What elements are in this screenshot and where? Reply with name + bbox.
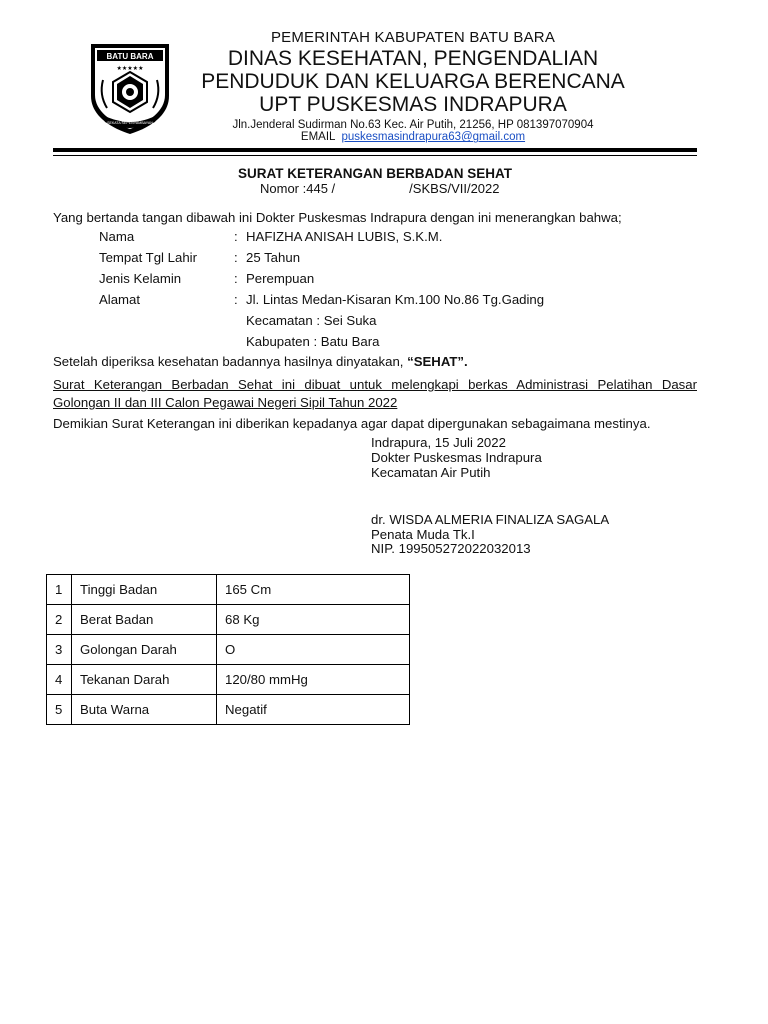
letterhead-divider-thin — [53, 155, 697, 156]
field-value-gender: Perempuan — [246, 271, 315, 286]
row-item: Tekanan Darah — [72, 665, 217, 695]
svg-text:SEKATA SEPENYAMBAYAN: SEKATA SEPENYAMBAYAN — [107, 121, 153, 125]
letterhead — [180, 30, 646, 144]
intro-paragraph: Yang bertanda tangan dibawah ini Dokter Puskesmas Indrapura dengan ini menerangkan bahwa; — [53, 210, 622, 225]
field-colon: : — [234, 229, 238, 244]
document-number — [260, 181, 500, 196]
row-item: Tinggi Badan — [72, 575, 217, 605]
signature-role: Dokter Puskesmas Indrapura — [371, 450, 542, 465]
health-measurements-table — [46, 574, 410, 725]
row-value: 165 Cm — [217, 575, 410, 605]
table-row — [47, 635, 410, 665]
email-label: EMAIL — [300, 131, 336, 144]
field-label-address: Alamat — [99, 292, 141, 307]
field-value-name: HAFIZHA ANISAH LUBIS, S.K.M. — [246, 229, 443, 244]
field-colon: : — [234, 271, 238, 286]
purpose-line-1: Surat Keterangan Berbadan Sehat ini dibuat untuk melengkapi berkas Administrasi Pelatihan Dasar — [53, 377, 697, 392]
field-colon: : — [234, 292, 238, 307]
table-row — [47, 575, 410, 605]
closing-paragraph: Demikian Surat Keterangan ini diberikan kepadanya agar dapat dipergunakan sebagaimana mestinya. — [53, 416, 651, 431]
letterhead-address: Jln.Jenderal Sudirman No.63 Kec. Air Putih, 21256, HP 081397070904 — [232, 118, 594, 131]
field-value-address: Jl. Lintas Medan-Kisaran Km.100 No.86 Tg.Gading — [246, 292, 545, 307]
table-row — [47, 695, 410, 725]
email-link[interactable]: puskesmasindrapura63@gmail.com — [341, 131, 526, 144]
row-item: Golongan Darah — [72, 635, 217, 665]
letterhead-government: PEMERINTAH KABUPATEN BATU BARA — [270, 29, 556, 46]
row-number: 3 — [47, 635, 72, 665]
field-value-birth: 25 Tahun — [246, 250, 301, 265]
field-value-regency: Kabupaten : Batu Bara — [246, 334, 380, 349]
svg-text:BATU BARA: BATU BARA — [106, 52, 154, 61]
row-value: Negatif — [217, 695, 410, 725]
field-label-name: Nama — [99, 229, 135, 244]
document-number-prefix: Nomor :445 / — [260, 181, 336, 196]
batu-bara-emblem-icon — [87, 40, 173, 136]
signature-rank: Penata Muda Tk.I — [371, 527, 475, 542]
result-statement — [53, 354, 468, 369]
table-row — [47, 665, 410, 695]
letterhead-unit: UPT PUSKESMAS INDRAPURA — [259, 92, 567, 116]
result-text: Setelah diperiksa kesehatan badannya hasilnya dinyatakan, — [53, 354, 404, 369]
row-number: 4 — [47, 665, 72, 695]
row-number: 1 — [47, 575, 72, 605]
document-number-suffix: /SKBS/VII/2022 — [409, 181, 500, 196]
result-value: “SEHAT”. — [407, 354, 468, 369]
row-value: 120/80 mmHg — [217, 665, 410, 695]
purpose-line-2: Golongan II dan III Calon Pegawai Negeri Sipil Tahun 2022 — [53, 395, 398, 410]
row-number: 5 — [47, 695, 72, 725]
signature-nip: NIP. 199505272022032013 — [371, 541, 531, 556]
signature-place-date: Indrapura, 15 Juli 2022 — [371, 435, 506, 450]
svg-text:★★★★★: ★★★★★ — [116, 65, 144, 72]
signature-name: dr. WISDA ALMERIA FINALIZA SAGALA — [371, 512, 610, 527]
row-item: Buta Warna — [72, 695, 217, 725]
row-value: 68 Kg — [217, 605, 410, 635]
field-value-district: Kecamatan : Sei Suka — [246, 313, 377, 328]
letterhead-agency-line1: DINAS KESEHATAN, PENGENDALIAN — [227, 46, 599, 70]
row-number: 2 — [47, 605, 72, 635]
document-title: SURAT KETERANGAN BERBADAN SEHAT — [237, 166, 512, 181]
row-value: O — [217, 635, 410, 665]
letterhead-agency-line2: PENDUDUK DAN KELUARGA BERENCANA — [201, 69, 625, 93]
letterhead-divider-thick — [53, 148, 697, 152]
table-row — [47, 605, 410, 635]
field-label-birth: Tempat Tgl Lahir — [99, 250, 197, 265]
signature-subdistrict: Kecamatan Air Putih — [371, 465, 491, 480]
field-label-gender: Jenis Kelamin — [99, 271, 182, 286]
field-colon: : — [234, 250, 238, 265]
row-item: Berat Badan — [72, 605, 217, 635]
letterhead-email-row — [180, 131, 646, 144]
